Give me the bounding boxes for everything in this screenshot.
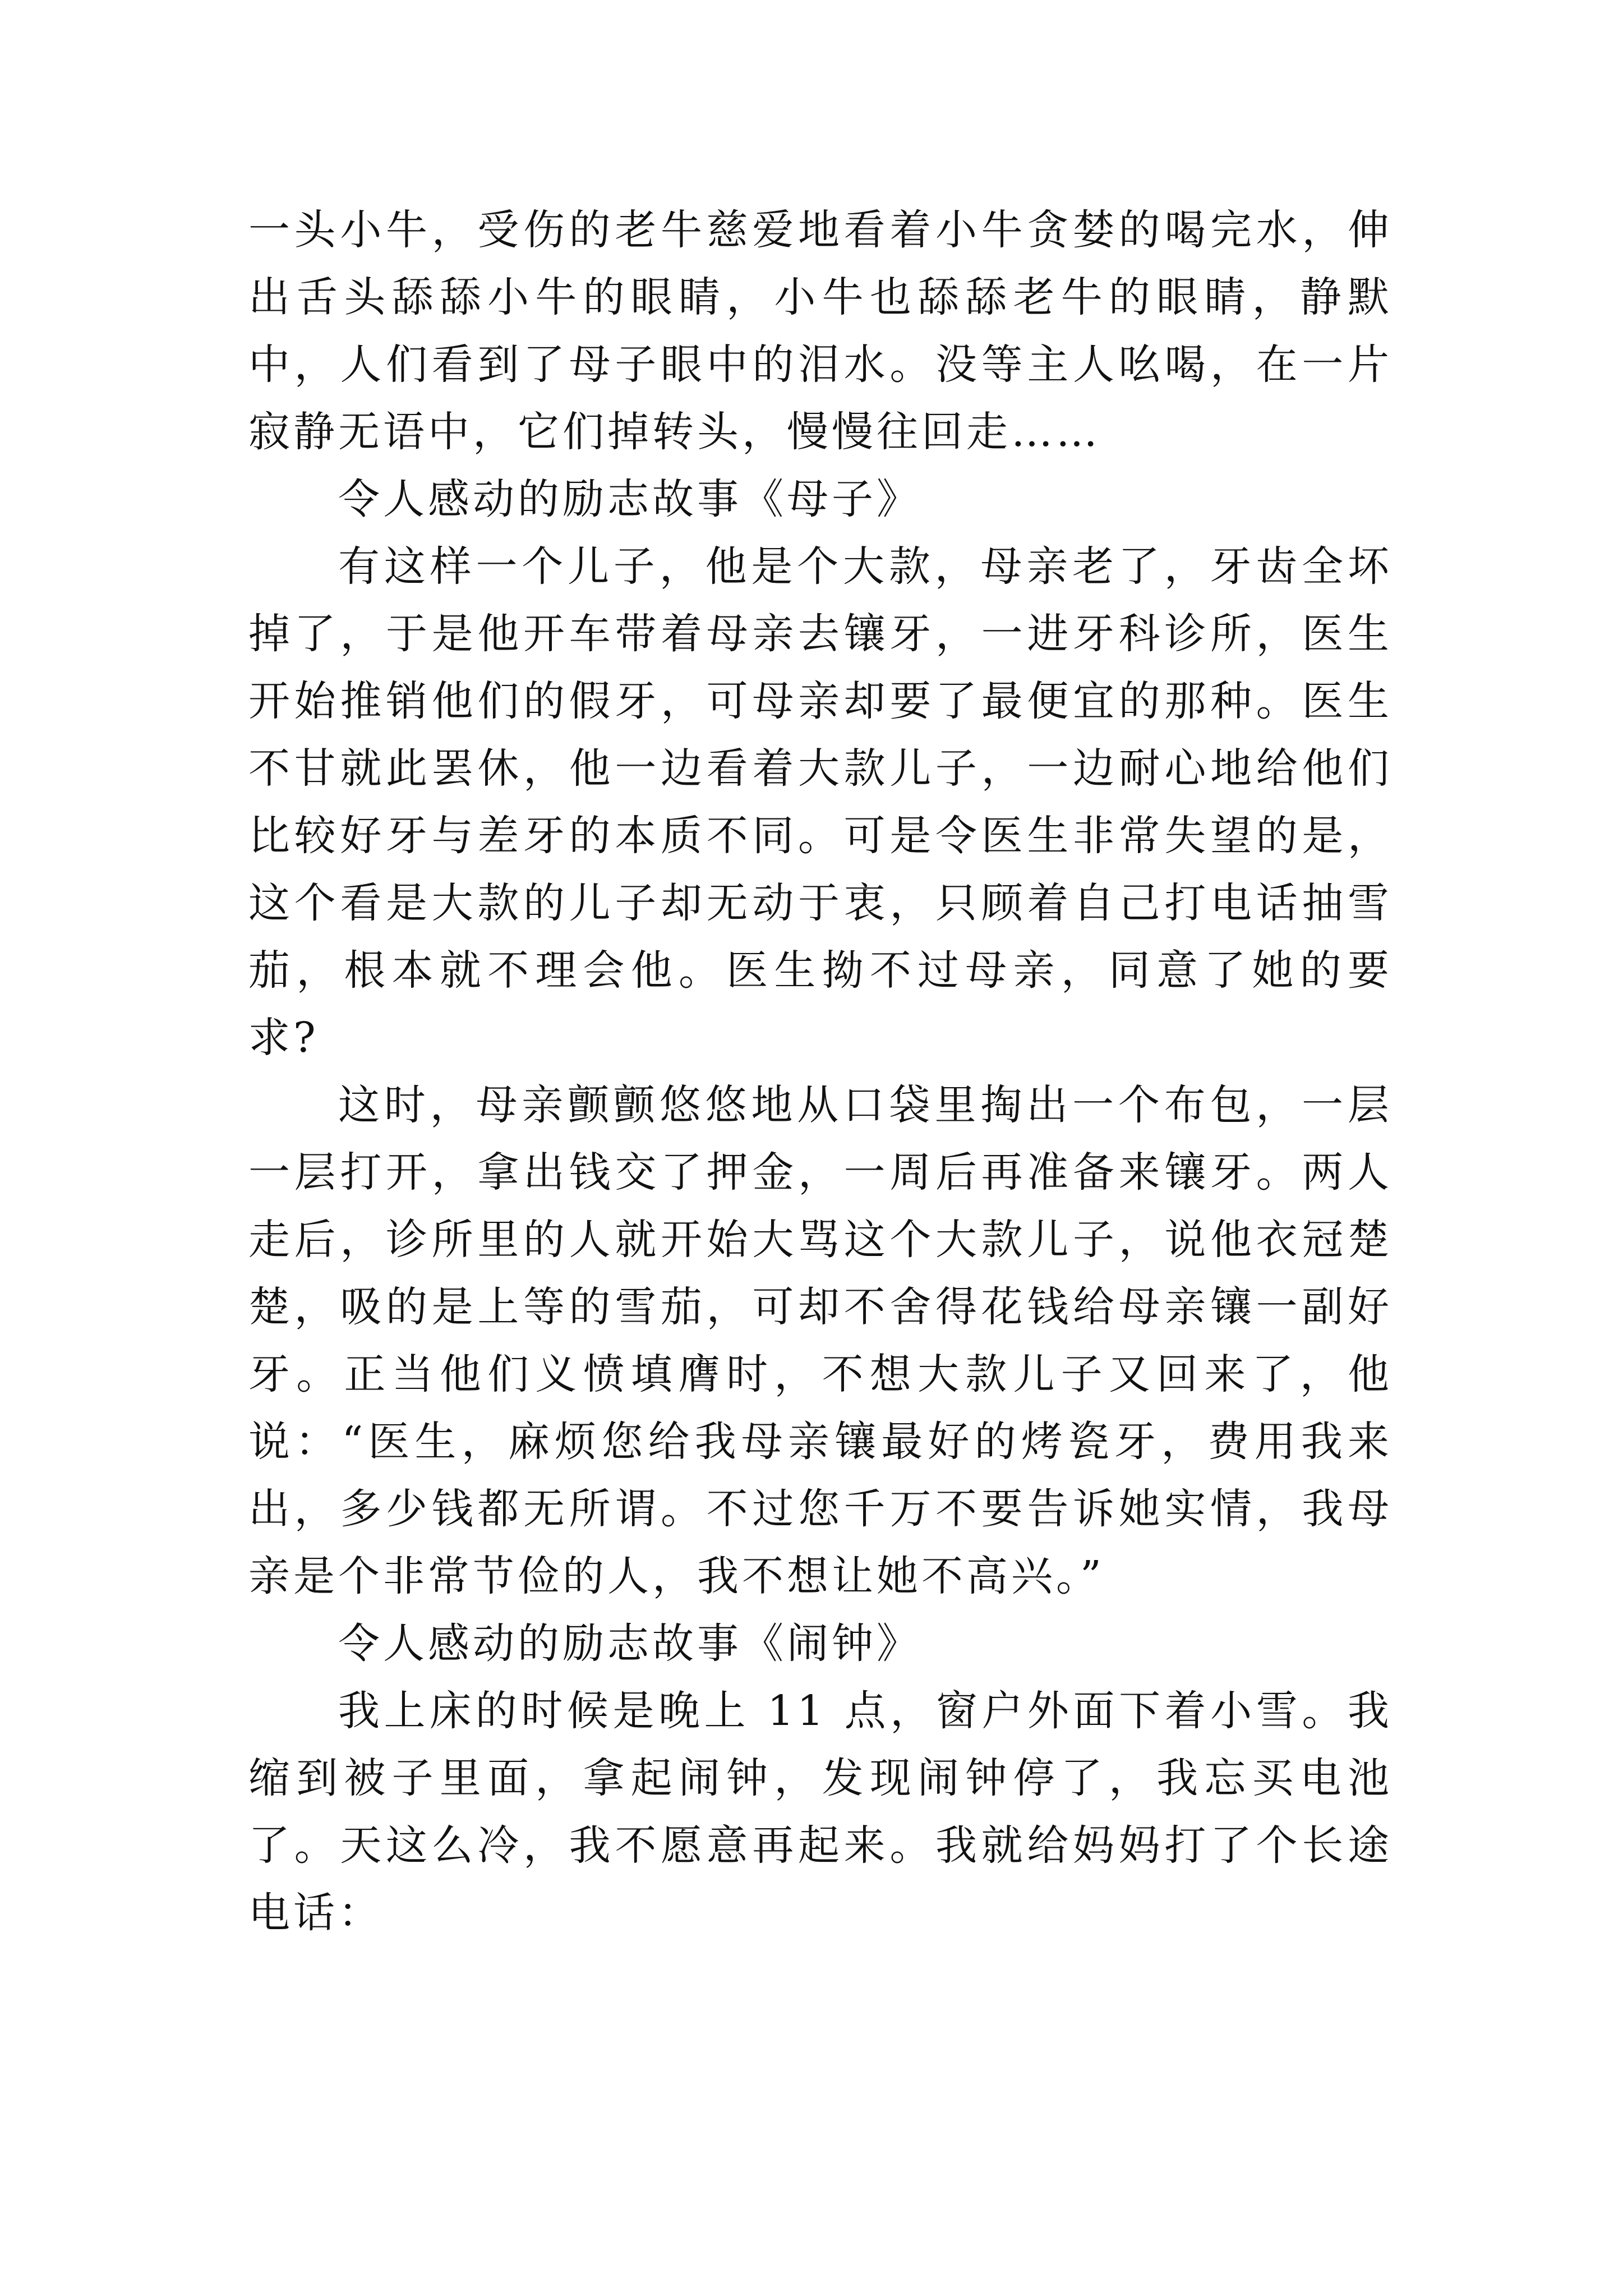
paragraph-dentist-story: 有这样一个儿子，他是个大款，母亲老了，牙齿全坏掉了，于是他开车带着母亲去镶牙，一进牙科诊所，医生开始推销他们的假牙，可母亲却要了最便宜的那种。医生不甘就此罢休，他一边看着大款儿子，一边耐心地给他们比较好牙与差牙的本质不同。可是令医生非常失望的是，这个看是大款的儿子却无动于衷，只顾着自己打电话抽雪茄，根本就不理会他。医生拗不过母亲，同意了她的要求? xyxy=(248,542,1393,1062)
paragraph-alarm-clock-story: 我上床的时候是晚上 11 点，窗户外面下着小雪。我缩到被子里面，拿起闹钟，发现闹钟停了，我忘买电池了。天这么冷，我不愿意再起来。我就给妈妈打了个长途电话： xyxy=(248,1687,1393,1937)
document-body xyxy=(248,196,1393,1947)
paragraph-son-returns: 这时，母亲颤颤悠悠地从口袋里掏出一个布包，一层一层打开，拿出钱交了押金，一周后再准备来镶牙。两人走后，诊所里的人就开始大骂这个大款儿子，说他衣冠楚楚，吸的是上等的雪茄，可却不舍得花钱给母亲镶一副好牙。正当他们义愤填膺时，不想大款儿子又回来了，他说：“医生，麻烦您给我母亲镶最好的烤瓷牙，费用我来出，多少钱都无所谓。不过您千万不要告诉她实情，我母亲是个非常节俭的人，我不想让她不高兴。” xyxy=(248,1081,1393,1600)
section-heading-mother-and-son: 令人感动的励志故事《母子》 xyxy=(338,475,921,523)
section-heading-alarm-clock: 令人感动的励志故事《闹钟》 xyxy=(338,1619,921,1668)
paragraph-continuation: 一头小牛，受伤的老牛慈爱地看着小牛贪婪的喝完水，伸出舌头舔舔小牛的眼睛，小牛也舔舔老牛的眼睛，静默中，人们看到了母子眼中的泪水。没等主人吆喝，在一片寂静无语中，它们掉转头，慢慢往回走…… xyxy=(248,206,1393,456)
